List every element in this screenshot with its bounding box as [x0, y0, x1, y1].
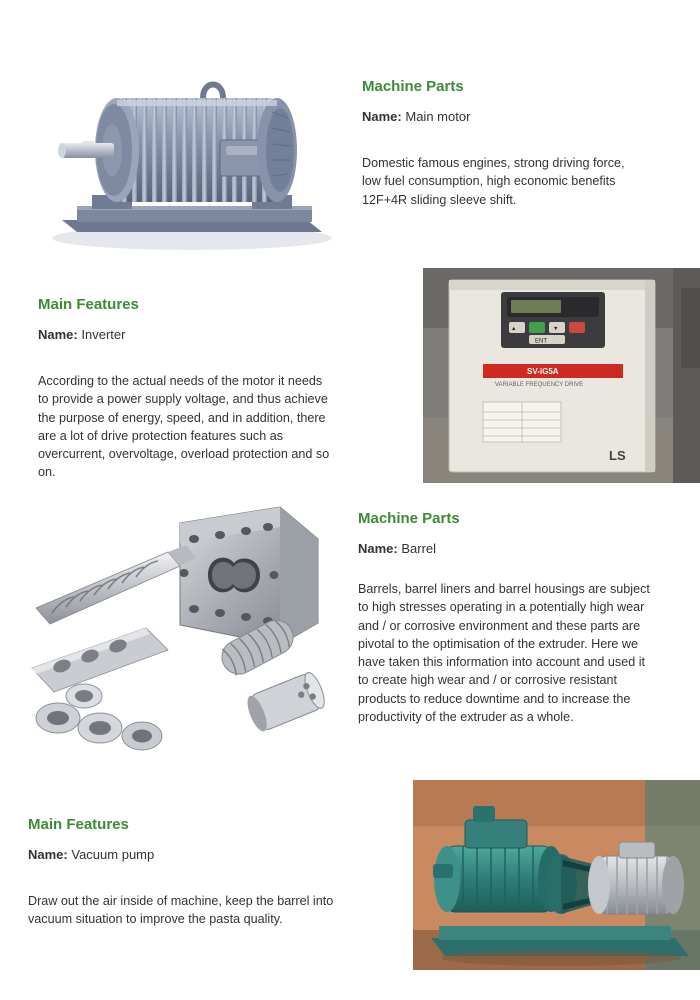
svg-text:VARIABLE FREQUENCY DRIVE: VARIABLE FREQUENCY DRIVE: [495, 382, 584, 388]
svg-text:▲: ▲: [511, 326, 517, 332]
section-heading: Main Features: [28, 816, 129, 833]
main-motor-image-cell: [0, 40, 362, 260]
vacuum-pump-text-cell: [0, 780, 368, 970]
section-heading: Machine Parts: [362, 78, 464, 95]
svg-text:▼: ▼: [553, 326, 559, 332]
main-motor-illustration: [22, 40, 352, 260]
inverter-image-cell: [378, 268, 700, 483]
part-name-row: [38, 327, 378, 342]
svg-text:SV-iG5A: SV-iG5A: [527, 367, 559, 376]
vacuum-pump-photo: [413, 780, 700, 970]
section-vacuum-pump: [0, 780, 700, 970]
vacuum-pump-illustration: [413, 780, 700, 970]
section-heading: Main Features: [38, 296, 139, 313]
section-heading: Machine Parts: [358, 510, 460, 527]
part-name-label: Name:: [358, 541, 398, 556]
part-name-value: Vacuum pump: [71, 847, 155, 862]
part-name-value: Inverter: [81, 327, 126, 342]
svg-text:LS: LS: [609, 448, 626, 463]
part-name-label: Name:: [38, 327, 78, 342]
section-body: Draw out the air inside of machine, keep the barrel into vacuum situation to improve the pasta quality.: [28, 894, 334, 927]
inverter-illustration: [423, 268, 700, 483]
main-motor-text-cell: [362, 40, 700, 260]
barrel-text-cell: [358, 500, 698, 760]
barrel-image-cell: [0, 500, 358, 760]
barrel-screw-illustration: [18, 500, 348, 760]
section-inverter: [0, 268, 700, 483]
part-name-row: [362, 109, 700, 124]
section-body: Barrels, barrel liners and barrel housings are subject to high stresses operating in a potentially high wear and / or corrosive environment and these parts are pivotal to the optimisation of the extruder. Here we have taken this information into account and used it to create high wear and / or corrosive resistant products to reduce downtime and to increase the productivity of the extruder as a whole.: [358, 582, 650, 724]
part-name-value: Main motor: [405, 109, 471, 124]
part-name-row: [358, 541, 698, 556]
inverter-photo: [423, 268, 700, 483]
part-name-value: Barrel: [401, 541, 437, 556]
svg-text:ENT: ENT: [535, 338, 547, 345]
part-name-row: [28, 847, 368, 862]
section-main-motor: [0, 40, 700, 260]
section-body: According to the actual needs of the motor it needs to provide a power supply voltage, and thus achieve the purpose of energy, speed, and in addition, there are a lot of drive protection features such as overcurrent, overvoltage, overload protection and so on.: [38, 374, 330, 480]
inverter-text-cell: [0, 268, 378, 483]
section-barrel: [0, 500, 700, 760]
main-motor-photo: [22, 40, 352, 260]
section-body: Domestic famous engines, strong driving force, low fuel consumption, high economic benefits 12F+4R sliding sleeve shift.: [362, 156, 625, 207]
part-name-label: Name:: [28, 847, 68, 862]
barrel-screw-photo: [18, 500, 348, 760]
vacuum-pump-image-cell: [368, 780, 700, 970]
part-name-label: Name:: [362, 109, 402, 124]
